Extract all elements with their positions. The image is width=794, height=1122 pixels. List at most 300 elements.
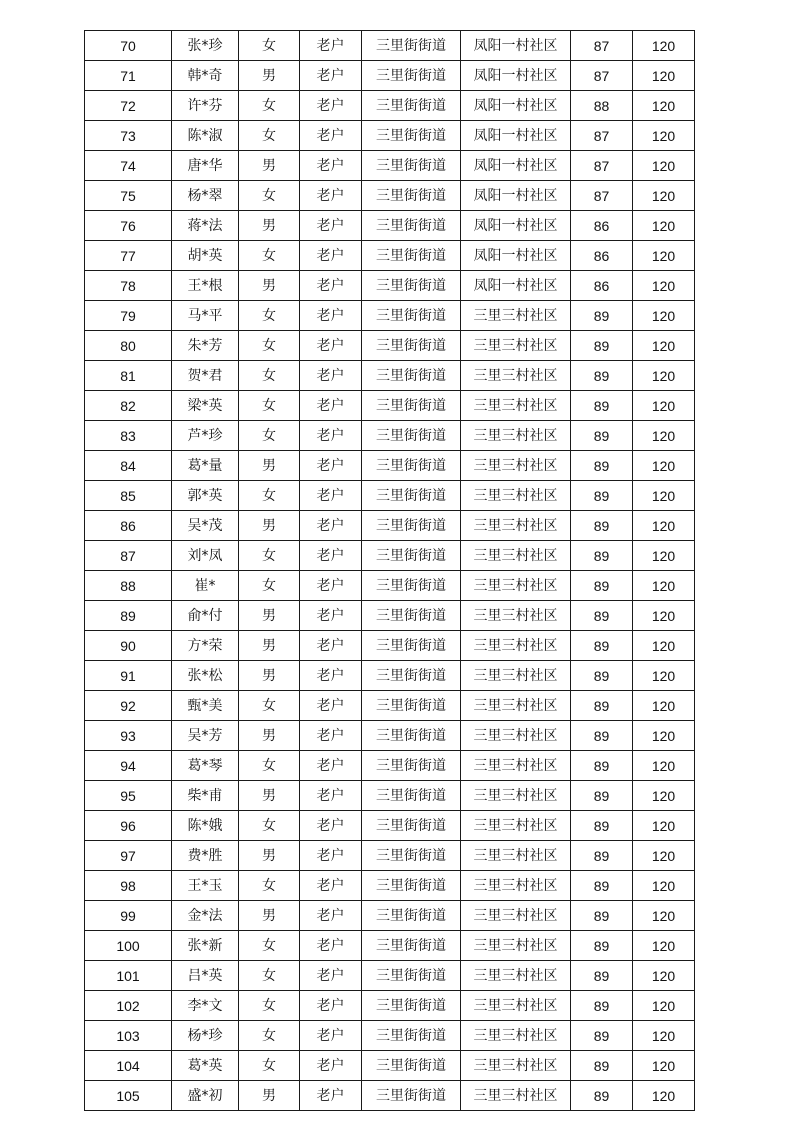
community-cell: 三里三村社区 [461,751,571,781]
score-cell: 89 [571,841,633,871]
household-type-cell: 老户 [300,301,362,331]
amount-cell: 120 [633,691,695,721]
gender-cell: 女 [239,871,300,901]
street-cell: 三里街街道 [362,1051,461,1081]
community-cell: 三里三村社区 [461,811,571,841]
name-cell: 芦*珍 [172,421,239,451]
gender-cell: 男 [239,901,300,931]
table-row [85,211,695,241]
table-row [85,391,695,421]
row-number-cell: 101 [85,961,172,991]
table-row [85,1081,695,1111]
amount-cell: 120 [633,361,695,391]
row-number-cell: 105 [85,1081,172,1111]
household-type-cell: 老户 [300,841,362,871]
row-number-cell: 77 [85,241,172,271]
name-cell: 费*胜 [172,841,239,871]
name-cell: 韩*奇 [172,61,239,91]
row-number-cell: 70 [85,31,172,61]
score-cell: 87 [571,61,633,91]
gender-cell: 女 [239,991,300,1021]
community-cell: 凤阳一村社区 [461,181,571,211]
score-cell: 89 [571,1081,633,1111]
household-type-cell: 老户 [300,271,362,301]
amount-cell: 120 [633,571,695,601]
amount-cell: 120 [633,151,695,181]
household-type-cell: 老户 [300,181,362,211]
row-number-cell: 78 [85,271,172,301]
table-row [85,841,695,871]
row-number-cell: 80 [85,331,172,361]
street-cell: 三里街街道 [362,421,461,451]
community-cell: 凤阳一村社区 [461,241,571,271]
name-cell: 盛*初 [172,1081,239,1111]
table-row [85,811,695,841]
row-number-cell: 103 [85,1021,172,1051]
amount-cell: 120 [633,871,695,901]
street-cell: 三里街街道 [362,871,461,901]
community-cell: 三里三村社区 [461,961,571,991]
amount-cell: 120 [633,481,695,511]
street-cell: 三里街街道 [362,631,461,661]
gender-cell: 男 [239,1081,300,1111]
street-cell: 三里街街道 [362,601,461,631]
row-number-cell: 85 [85,481,172,511]
community-cell: 三里三村社区 [461,571,571,601]
street-cell: 三里街街道 [362,661,461,691]
row-number-cell: 84 [85,451,172,481]
gender-cell: 女 [239,751,300,781]
street-cell: 三里街街道 [362,721,461,751]
row-number-cell: 94 [85,751,172,781]
amount-cell: 120 [633,391,695,421]
amount-cell: 120 [633,991,695,1021]
street-cell: 三里街街道 [362,781,461,811]
gender-cell: 女 [239,931,300,961]
amount-cell: 120 [633,601,695,631]
row-number-cell: 72 [85,91,172,121]
row-number-cell: 97 [85,841,172,871]
amount-cell: 120 [633,31,695,61]
community-cell: 三里三村社区 [461,841,571,871]
table-row [85,901,695,931]
table-row [85,511,695,541]
name-cell: 葛*英 [172,1051,239,1081]
score-cell: 89 [571,691,633,721]
street-cell: 三里街街道 [362,931,461,961]
gender-cell: 女 [239,811,300,841]
street-cell: 三里街街道 [362,91,461,121]
name-cell: 崔* [172,571,239,601]
row-number-cell: 74 [85,151,172,181]
gender-cell: 女 [239,361,300,391]
row-number-cell: 81 [85,361,172,391]
table-row [85,601,695,631]
street-cell: 三里街街道 [362,301,461,331]
score-cell: 89 [571,901,633,931]
row-number-cell: 102 [85,991,172,1021]
community-cell: 凤阳一村社区 [461,211,571,241]
street-cell: 三里街街道 [362,451,461,481]
table-row [85,451,695,481]
gender-cell: 男 [239,661,300,691]
score-cell: 89 [571,511,633,541]
name-cell: 张*珍 [172,31,239,61]
amount-cell: 120 [633,721,695,751]
amount-cell: 120 [633,1021,695,1051]
street-cell: 三里街街道 [362,571,461,601]
name-cell: 陈*娥 [172,811,239,841]
gender-cell: 女 [239,481,300,511]
amount-cell: 120 [633,541,695,571]
street-cell: 三里街街道 [362,181,461,211]
community-cell: 三里三村社区 [461,541,571,571]
row-number-cell: 75 [85,181,172,211]
street-cell: 三里街街道 [362,751,461,781]
community-cell: 凤阳一村社区 [461,61,571,91]
amount-cell: 120 [633,211,695,241]
gender-cell: 女 [239,571,300,601]
street-cell: 三里街街道 [362,961,461,991]
name-cell: 张*新 [172,931,239,961]
name-cell: 贺*君 [172,361,239,391]
amount-cell: 120 [633,781,695,811]
name-cell: 马*平 [172,301,239,331]
community-cell: 三里三村社区 [461,1021,571,1051]
household-type-cell: 老户 [300,31,362,61]
household-type-cell: 老户 [300,1021,362,1051]
score-cell: 89 [571,421,633,451]
row-number-cell: 92 [85,691,172,721]
name-cell: 柴*甫 [172,781,239,811]
row-number-cell: 100 [85,931,172,961]
table-row [85,1051,695,1081]
household-type-cell: 老户 [300,691,362,721]
amount-cell: 120 [633,121,695,151]
amount-cell: 120 [633,331,695,361]
community-cell: 三里三村社区 [461,481,571,511]
table-row [85,61,695,91]
table-row [85,781,695,811]
score-cell: 89 [571,1021,633,1051]
score-cell: 88 [571,91,633,121]
street-cell: 三里街街道 [362,211,461,241]
score-cell: 89 [571,811,633,841]
gender-cell: 女 [239,331,300,361]
street-cell: 三里街街道 [362,511,461,541]
name-cell: 朱*芳 [172,331,239,361]
score-cell: 89 [571,361,633,391]
gender-cell: 女 [239,1051,300,1081]
score-cell: 89 [571,721,633,751]
roster-table [84,30,695,1111]
household-type-cell: 老户 [300,661,362,691]
name-cell: 吕*英 [172,961,239,991]
street-cell: 三里街街道 [362,991,461,1021]
amount-cell: 120 [633,511,695,541]
table-row [85,31,695,61]
row-number-cell: 86 [85,511,172,541]
community-cell: 凤阳一村社区 [461,151,571,181]
amount-cell: 120 [633,241,695,271]
community-cell: 三里三村社区 [461,421,571,451]
gender-cell: 女 [239,121,300,151]
score-cell: 89 [571,331,633,361]
table-row [85,121,695,151]
community-cell: 凤阳一村社区 [461,91,571,121]
gender-cell: 男 [239,721,300,751]
community-cell: 三里三村社区 [461,901,571,931]
household-type-cell: 老户 [300,871,362,901]
household-type-cell: 老户 [300,961,362,991]
household-type-cell: 老户 [300,421,362,451]
score-cell: 89 [571,991,633,1021]
amount-cell: 120 [633,751,695,781]
household-type-cell: 老户 [300,511,362,541]
community-cell: 三里三村社区 [461,301,571,331]
household-type-cell: 老户 [300,721,362,751]
table-row [85,241,695,271]
household-type-cell: 老户 [300,361,362,391]
name-cell: 唐*华 [172,151,239,181]
table-row [85,361,695,391]
score-cell: 89 [571,1051,633,1081]
table-row [85,931,695,961]
community-cell: 三里三村社区 [461,1081,571,1111]
street-cell: 三里街街道 [362,331,461,361]
table-row [85,301,695,331]
row-number-cell: 93 [85,721,172,751]
community-cell: 三里三村社区 [461,451,571,481]
table-row [85,631,695,661]
name-cell: 方*荣 [172,631,239,661]
amount-cell: 120 [633,301,695,331]
name-cell: 许*芬 [172,91,239,121]
amount-cell: 120 [633,661,695,691]
name-cell: 王*玉 [172,871,239,901]
score-cell: 87 [571,181,633,211]
score-cell: 89 [571,571,633,601]
name-cell: 葛*量 [172,451,239,481]
community-cell: 三里三村社区 [461,391,571,421]
row-number-cell: 71 [85,61,172,91]
household-type-cell: 老户 [300,601,362,631]
score-cell: 89 [571,541,633,571]
amount-cell: 120 [633,181,695,211]
name-cell: 张*松 [172,661,239,691]
community-cell: 三里三村社区 [461,331,571,361]
household-type-cell: 老户 [300,151,362,181]
household-type-cell: 老户 [300,1081,362,1111]
row-number-cell: 83 [85,421,172,451]
score-cell: 87 [571,121,633,151]
gender-cell: 女 [239,31,300,61]
amount-cell: 120 [633,91,695,121]
row-number-cell: 87 [85,541,172,571]
score-cell: 89 [571,751,633,781]
row-number-cell: 95 [85,781,172,811]
row-number-cell: 82 [85,391,172,421]
street-cell: 三里街街道 [362,481,461,511]
street-cell: 三里街街道 [362,901,461,931]
gender-cell: 男 [239,211,300,241]
household-type-cell: 老户 [300,931,362,961]
amount-cell: 120 [633,1081,695,1111]
score-cell: 89 [571,631,633,661]
household-type-cell: 老户 [300,121,362,151]
table-row [85,721,695,751]
name-cell: 金*法 [172,901,239,931]
community-cell: 三里三村社区 [461,991,571,1021]
table-row [85,181,695,211]
community-cell: 三里三村社区 [461,631,571,661]
household-type-cell: 老户 [300,391,362,421]
gender-cell: 男 [239,151,300,181]
amount-cell: 120 [633,1051,695,1081]
community-cell: 三里三村社区 [461,601,571,631]
street-cell: 三里街街道 [362,151,461,181]
amount-cell: 120 [633,271,695,301]
street-cell: 三里街街道 [362,541,461,571]
amount-cell: 120 [633,931,695,961]
score-cell: 89 [571,601,633,631]
score-cell: 89 [571,931,633,961]
table-row [85,481,695,511]
street-cell: 三里街街道 [362,241,461,271]
amount-cell: 120 [633,901,695,931]
row-number-cell: 73 [85,121,172,151]
table-row [85,571,695,601]
street-cell: 三里街街道 [362,1081,461,1111]
row-number-cell: 89 [85,601,172,631]
amount-cell: 120 [633,451,695,481]
row-number-cell: 79 [85,301,172,331]
street-cell: 三里街街道 [362,811,461,841]
score-cell: 89 [571,451,633,481]
row-number-cell: 91 [85,661,172,691]
table-row [85,991,695,1021]
score-cell: 89 [571,391,633,421]
gender-cell: 男 [239,271,300,301]
name-cell: 李*文 [172,991,239,1021]
roster-body [85,31,695,1111]
community-cell: 三里三村社区 [461,781,571,811]
street-cell: 三里街街道 [362,391,461,421]
household-type-cell: 老户 [300,541,362,571]
name-cell: 俞*付 [172,601,239,631]
gender-cell: 男 [239,451,300,481]
name-cell: 刘*凤 [172,541,239,571]
name-cell: 王*根 [172,271,239,301]
street-cell: 三里街街道 [362,121,461,151]
household-type-cell: 老户 [300,481,362,511]
gender-cell: 男 [239,841,300,871]
score-cell: 89 [571,301,633,331]
street-cell: 三里街街道 [362,61,461,91]
amount-cell: 120 [633,61,695,91]
community-cell: 三里三村社区 [461,661,571,691]
name-cell: 葛*琴 [172,751,239,781]
amount-cell: 120 [633,841,695,871]
community-cell: 凤阳一村社区 [461,31,571,61]
gender-cell: 女 [239,241,300,271]
table-row [85,271,695,301]
street-cell: 三里街街道 [362,31,461,61]
gender-cell: 女 [239,691,300,721]
name-cell: 吴*芳 [172,721,239,751]
household-type-cell: 老户 [300,331,362,361]
household-type-cell: 老户 [300,451,362,481]
household-type-cell: 老户 [300,241,362,271]
score-cell: 89 [571,871,633,901]
street-cell: 三里街街道 [362,361,461,391]
name-cell: 杨*翠 [172,181,239,211]
gender-cell: 男 [239,601,300,631]
gender-cell: 女 [239,91,300,121]
table-row [85,421,695,451]
table-row [85,751,695,781]
score-cell: 86 [571,271,633,301]
table-row [85,871,695,901]
row-number-cell: 98 [85,871,172,901]
household-type-cell: 老户 [300,571,362,601]
gender-cell: 男 [239,511,300,541]
score-cell: 89 [571,781,633,811]
community-cell: 三里三村社区 [461,361,571,391]
household-type-cell: 老户 [300,811,362,841]
household-type-cell: 老户 [300,781,362,811]
name-cell: 胡*英 [172,241,239,271]
household-type-cell: 老户 [300,1051,362,1081]
name-cell: 陈*淑 [172,121,239,151]
score-cell: 86 [571,211,633,241]
household-type-cell: 老户 [300,631,362,661]
score-cell: 89 [571,481,633,511]
score-cell: 89 [571,961,633,991]
amount-cell: 120 [633,421,695,451]
table-row [85,961,695,991]
table-row [85,91,695,121]
table-row [85,691,695,721]
table-row [85,541,695,571]
community-cell: 三里三村社区 [461,511,571,541]
score-cell: 89 [571,661,633,691]
row-number-cell: 88 [85,571,172,601]
community-cell: 三里三村社区 [461,871,571,901]
row-number-cell: 99 [85,901,172,931]
community-cell: 三里三村社区 [461,1051,571,1081]
street-cell: 三里街街道 [362,841,461,871]
gender-cell: 女 [239,181,300,211]
name-cell: 杨*珍 [172,1021,239,1051]
name-cell: 郭*英 [172,481,239,511]
score-cell: 86 [571,241,633,271]
street-cell: 三里街街道 [362,1021,461,1051]
gender-cell: 男 [239,781,300,811]
row-number-cell: 96 [85,811,172,841]
community-cell: 三里三村社区 [461,691,571,721]
household-type-cell: 老户 [300,61,362,91]
community-cell: 凤阳一村社区 [461,121,571,151]
gender-cell: 女 [239,961,300,991]
table-row [85,331,695,361]
row-number-cell: 90 [85,631,172,661]
gender-cell: 女 [239,391,300,421]
gender-cell: 男 [239,631,300,661]
table-row [85,661,695,691]
amount-cell: 120 [633,961,695,991]
street-cell: 三里街街道 [362,271,461,301]
